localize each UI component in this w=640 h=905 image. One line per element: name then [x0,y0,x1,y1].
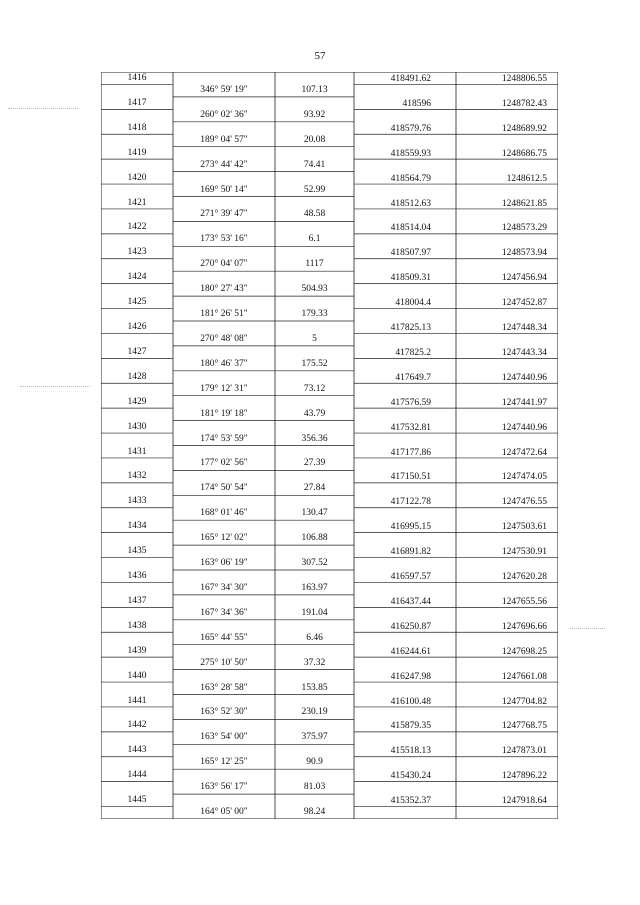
coordinate-x: 417177.86 [390,447,431,458]
segment-distance: 179.33 [301,309,328,320]
coordinates-table [101,72,558,819]
segment-distance: 375.97 [301,732,328,743]
point-number: 1442 [127,720,147,731]
point-number: 1422 [127,222,147,233]
margin-mark-left [8,108,78,109]
margin-mark-left-2 [20,386,90,387]
coordinate-y: 1247620.28 [501,572,547,582]
point-number: 1425 [127,297,147,308]
coordinate-y: 1248573.94 [501,248,547,259]
segment-distance: 27.39 [303,458,326,469]
point-number: 1435 [127,546,147,557]
coordinate-x: 416250.87 [390,621,431,632]
bearing-angle: 167° 34' 36" [200,607,248,618]
point-number: 1443 [127,745,147,756]
point-number: 1420 [127,172,147,183]
segment-distance: 130.47 [301,508,328,519]
segment-distance: 230.19 [301,707,328,718]
coordinate-y: 1248621.85 [501,198,547,209]
coordinate-y: 1247704.82 [501,696,547,707]
point-number: 1427 [127,346,147,357]
coordinate-x: 418596 [402,98,431,109]
bearing-angle: 163° 28' 58" [200,682,248,693]
segment-distance: 307.52 [301,558,328,569]
segment-distance: 153.85 [301,682,328,693]
point-number: 1423 [127,247,147,258]
segment-distance: 6.1 [308,234,321,245]
point-number: 1428 [127,371,147,382]
segment-distance: 93.92 [303,109,326,120]
margin-mark-right [570,628,605,629]
coordinate-x: 418491.62 [390,74,431,84]
bearing-angle: 346° 59' 19" [200,84,248,95]
coordinate-x: 416891.82 [390,547,431,558]
coordinate-x: 418509.31 [390,273,431,284]
coordinate-y: 1248612.5 [506,173,547,184]
coordinate-x: 417532.81 [390,422,431,433]
coordinate-x: 415352.37 [390,796,431,807]
coordinate-y: 1247896.22 [501,771,547,782]
coordinate-y: 1247698.25 [501,646,547,657]
coordinate-x: 416437.44 [390,596,431,607]
bearing-angle: 260° 02' 36" [200,109,248,120]
coordinate-x: 418514.04 [390,223,431,234]
point-number: 1432 [127,471,147,482]
bearing-angle: 165° 12' 25" [200,757,248,768]
point-number: 1416 [127,73,147,83]
bearing-angle: 174° 53' 59" [200,433,248,444]
point-number: 1429 [127,396,147,407]
coordinate-x: 418564.79 [390,173,431,184]
bearing-angle: 275° 10' 50" [200,657,248,668]
point-number: 1431 [127,446,147,457]
bearing-angle: 164° 05' 00" [200,807,248,818]
segment-distance: 52.99 [303,184,326,195]
bearing-angle: 163° 56' 17" [200,782,248,793]
point-number: 1438 [127,620,147,631]
point-number: 1424 [127,272,147,283]
coordinate-y: 1247768.75 [501,721,547,732]
point-number: 1436 [127,571,147,581]
coordinate-y: 1248573.29 [501,223,547,234]
segment-distance: 90.9 [306,757,323,768]
coordinate-x: 418559.93 [390,148,431,159]
point-number: 1418 [127,122,147,133]
bearing-angle: 173° 53' 16" [200,234,248,245]
point-number: 1417 [127,97,147,108]
bearing-angle: 180° 27' 43" [200,284,248,295]
point-number: 1430 [127,421,147,432]
point-number: 1426 [127,322,147,332]
point-number: 1433 [127,496,147,507]
bearing-angle: 174° 50' 54" [200,483,248,494]
coordinate-x: 416995.15 [390,522,431,533]
point-number: 1419 [127,147,147,158]
segment-distance: 191.04 [301,607,328,618]
point-number: 1444 [127,770,147,781]
coordinate-y: 1247440.96 [501,422,547,433]
coordinate-x: 417122.78 [390,497,431,508]
coordinate-x: 417825.2 [395,347,431,358]
coordinate-y: 1248686.75 [501,148,547,159]
segment-distance: 5 [312,333,317,344]
segment-distance: 163.97 [301,582,328,593]
point-number: 1434 [127,521,147,532]
point-number: 1437 [127,595,147,606]
point-number: 1445 [127,795,147,806]
coordinate-x: 418004.4 [395,298,431,309]
bearing-angle: 163° 52' 30" [200,707,248,718]
coordinate-y: 1247441.97 [501,397,547,408]
coordinate-x: 417576.59 [390,397,431,408]
segment-distance: 1117 [305,259,324,270]
segment-distance: 43.79 [303,408,326,419]
coordinate-x: 416100.48 [390,696,431,707]
coordinate-y: 1247661.08 [501,671,547,682]
coordinate-x: 415518.13 [390,746,431,757]
point-number: 1439 [127,645,147,656]
segment-distance: 20.08 [303,134,326,145]
bearing-angle: 273° 44' 42" [200,159,248,170]
coordinate-y: 1247873.01 [501,746,547,757]
coordinate-y: 1248806.55 [501,74,547,84]
coordinate-x: 416597.57 [390,572,431,582]
coordinate-y: 1247452.87 [501,298,547,309]
segment-distance: 504.93 [301,284,328,295]
bearing-angle: 181° 26' 51" [200,309,248,320]
coordinate-y: 1247696.66 [501,621,547,632]
bearing-angle: 168° 01' 46" [200,508,248,519]
bearing-angle: 163° 54' 00" [200,732,248,743]
segment-distance: 27.84 [303,483,326,494]
bearing-angle: 169° 50' 14" [200,184,248,195]
bearing-angle: 271° 39' 47" [200,209,248,220]
coordinate-y: 1248782.43 [501,98,547,109]
segment-distance: 37.32 [303,657,326,668]
segment-distance: 6.46 [306,632,323,643]
segment-distance: 175.52 [301,358,328,369]
coordinate-y: 1248689.92 [501,123,547,134]
bearing-angle: 189° 04' 57" [200,134,248,145]
coordinate-y: 1247472.64 [501,447,547,458]
coordinate-x: 415430.24 [390,771,431,782]
point-number: 1440 [127,670,147,681]
coordinate-y: 1247448.34 [501,323,547,333]
coordinate-x: 418579.76 [390,123,431,134]
segment-distance: 74.41 [303,159,326,170]
coordinate-y: 1247503.61 [501,522,547,533]
bearing-angle: 181° 19' 18" [200,408,248,419]
coordinate-x: 418507.97 [390,248,431,259]
bearing-angle: 177° 02' 56" [200,458,248,469]
segment-distance: 81.03 [303,782,326,793]
segment-distance: 106.88 [301,533,328,544]
bearing-angle: 270° 48' 08" [200,333,248,344]
coordinate-y: 1247918.64 [501,796,547,807]
coordinate-x: 416244.61 [390,646,431,657]
point-number: 1441 [127,695,147,706]
coordinate-x: 417150.51 [390,472,431,483]
segment-distance: 48.58 [303,209,326,220]
coordinate-y: 1247440.96 [501,372,547,383]
coordinate-y: 1247476.55 [501,497,547,508]
coordinate-x: 415879.35 [390,721,431,732]
segment-distance: 107.13 [301,84,328,95]
point-number: 1421 [127,197,147,208]
page-number: 57 [314,50,326,62]
bearing-angle: 163° 06' 19" [200,558,248,569]
bearing-angle: 179° 12' 31" [200,383,248,394]
coordinate-x: 417825.13 [390,323,431,333]
bearing-angle: 180° 46' 37" [200,358,248,369]
coordinate-y: 1247474.05 [501,472,547,483]
coordinate-y: 1247655.56 [501,596,547,607]
coordinate-y: 1247530.91 [501,547,547,558]
bearing-angle: 165° 12' 02" [200,533,248,544]
bearing-angle: 270° 04' 07" [200,259,248,270]
segment-distance: 356.36 [301,433,328,444]
bearing-angle: 167° 34' 30" [200,582,248,593]
coordinate-x: 417649.7 [395,372,431,383]
coordinate-x: 418512.63 [390,198,431,209]
segment-distance: 73.12 [303,383,326,394]
coordinate-y: 1247443.34 [501,347,547,358]
bearing-angle: 165° 44' 55" [200,632,248,643]
coordinate-x: 416247.98 [390,671,431,682]
coordinate-y: 1247456.94 [501,273,547,284]
segment-distance: 98.24 [303,807,326,818]
